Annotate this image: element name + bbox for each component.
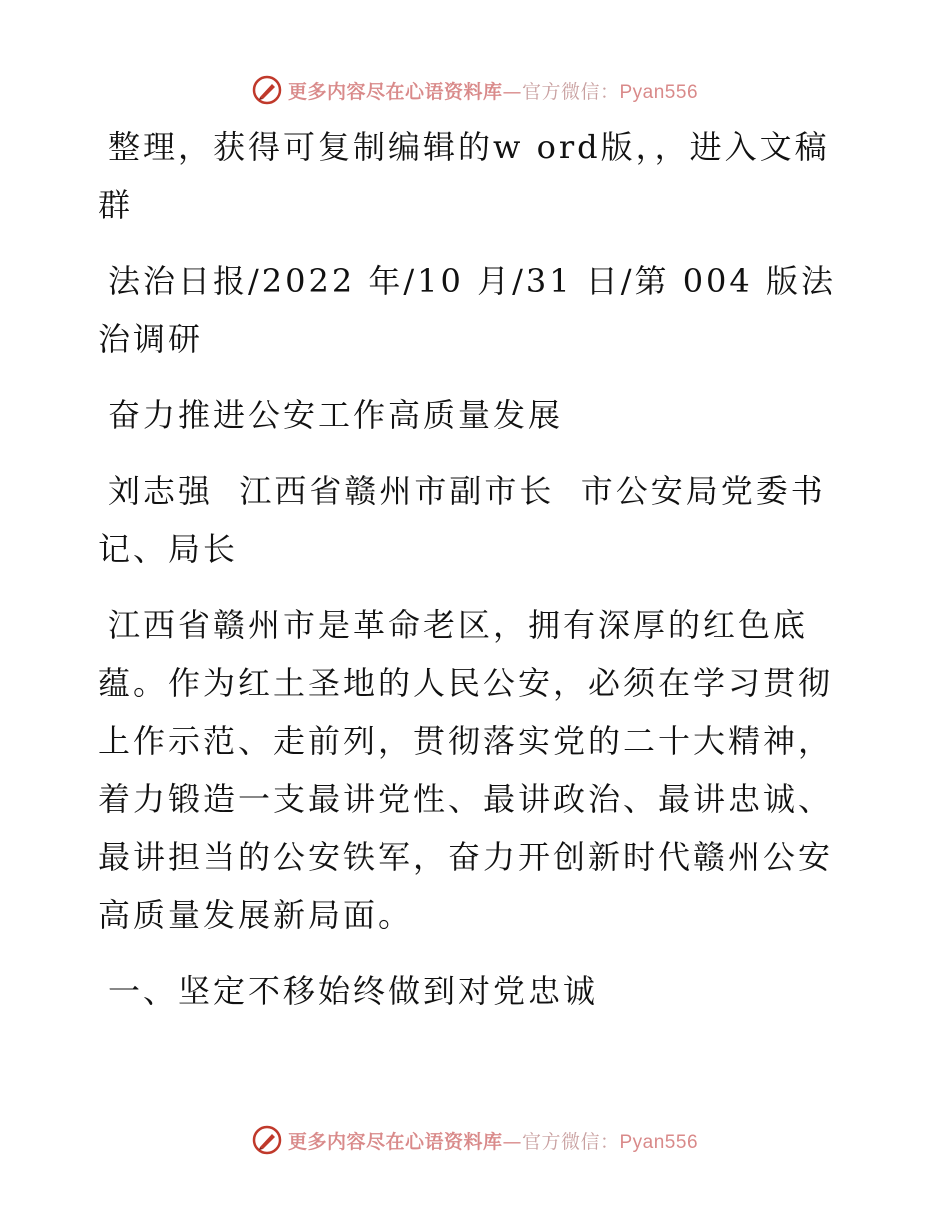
watermark-sub: 官方微信： <box>521 1130 620 1153</box>
intro-note: 整理，获得可复制编辑的w ord版，，进入文稿群 <box>98 128 830 224</box>
article-title: 奋力推进公安工作高质量发展 <box>108 396 564 434</box>
watermark-main: 更多内容尽在心语资料库 <box>287 80 503 103</box>
watermark-dash: — <box>502 80 522 103</box>
body-paragraph: 江西省赣州市是革命老区，拥有深厚的红色底蕴。作为红土圣地的人民公安，必须在学习贯彻上作示范、走前列，贯彻落实党的二十大精神，着力锻造一支最讲党性、最讲政治、最讲忠诚、最讲担当的公安铁军，奋力开创新时代赣州公安高质量发展新局面。 <box>98 606 834 934</box>
watermark-main: 更多内容尽在心语资料库 <box>287 1130 503 1153</box>
watermark-wechat-id: Pyan556 <box>619 81 699 103</box>
author-line: 刘志强 江西省赣州市副市长 市公安局党委书记、局长 <box>98 472 826 568</box>
pen-logo-icon <box>252 1125 282 1155</box>
watermark-text <box>288 77 698 104</box>
source-line: 法治日报/2022 年/10 月/31 日/第 004 版法治调研 <box>98 262 836 358</box>
header-watermark <box>0 70 950 110</box>
watermark-dash: — <box>502 1130 522 1153</box>
pen-logo-icon <box>252 75 282 105</box>
watermark-wechat-id: Pyan556 <box>619 1131 699 1153</box>
footer-watermark <box>0 1120 950 1160</box>
document-body <box>98 118 858 1038</box>
section-heading: 一、坚定不移始终做到对党忠诚 <box>108 972 599 1010</box>
watermark-text <box>288 1127 698 1154</box>
watermark-sub: 官方微信： <box>521 80 620 103</box>
